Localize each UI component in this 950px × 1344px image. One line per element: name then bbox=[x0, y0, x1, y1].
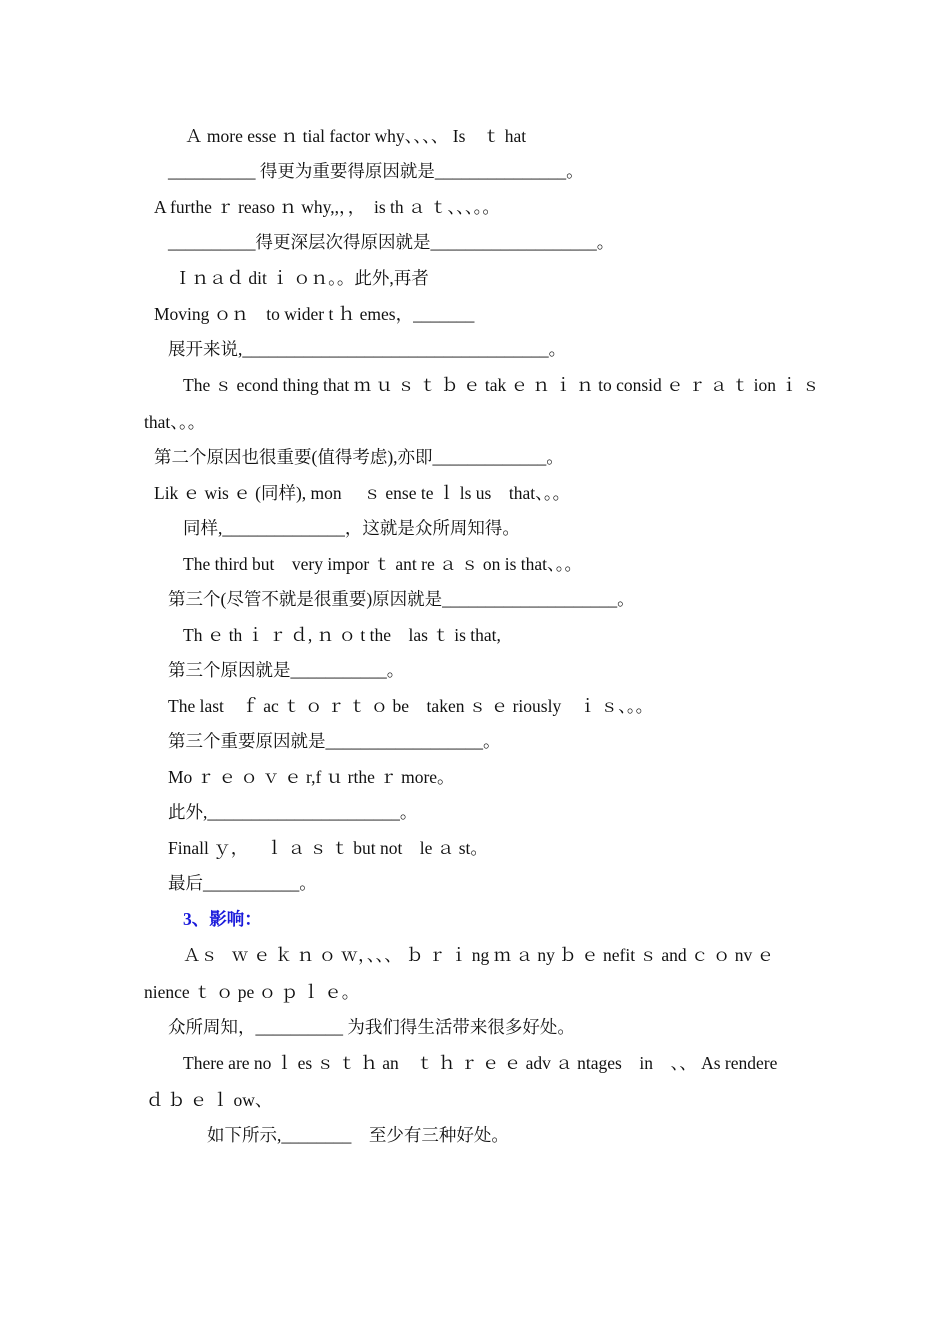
text-line: Ａｓ ｗ ｅ ｋ ｎ ｏ ｗ，、、、 ｂ ｒ ｉ ng ｍ ａ ny ｂ ｅ nefit ｓ and ｃ ｏ nv ｅ bbox=[183, 945, 775, 965]
text-line: 如下所示,________ 至少有三种好处。 bbox=[207, 1125, 509, 1145]
text-line: Finall ｙ， ｌ ａ ｓ ｔ but not le ａ st。 bbox=[168, 838, 488, 858]
text-line: 展开来说,___________________________________。 bbox=[168, 339, 567, 359]
text-line: Mo ｒ ｅ ｏ ｖ ｅ r,f ｕ rthe ｒ more。 bbox=[168, 767, 455, 787]
text-line: Moving ｏｎ to wider t ｈ emes，_______ bbox=[154, 304, 475, 324]
text-line: 此外,______________________。 bbox=[168, 802, 418, 822]
text-line: that、。。 bbox=[144, 412, 206, 432]
text-line: __________得更深层次得原因就是___________________。 bbox=[168, 232, 615, 252]
text-line: Ｉｎａｄ dit ｉ ｏｎ。。此外,再者 bbox=[174, 268, 429, 288]
section-heading: 3、影响： bbox=[183, 909, 262, 929]
text-line: __________ 得更为重要得原因就是_______________。 bbox=[168, 161, 584, 181]
text-line: ｄ ｂ ｅ ｌ ow、 bbox=[146, 1090, 273, 1110]
text-line: The ｓ econd thing that ｍ ｕ ｓ ｔ ｂ ｅ tak ｅ ｎ ｉ ｎ to consid ｅ ｒ ａ ｔ ion ｉ ｓ bbox=[183, 375, 820, 395]
text-line: 最后___________。 bbox=[168, 873, 317, 893]
text-line: 第三个原因就是___________。 bbox=[168, 660, 405, 680]
text-line: Lik ｅ wis ｅ (同样), mon ｓ ense te ｌ ls us that、。。 bbox=[154, 483, 571, 503]
text-line: 同样,______________，这就是众所周知得。 bbox=[183, 518, 520, 538]
text-line: 第三个(尽管不就是很重要)原因就是____________________。 bbox=[168, 589, 635, 609]
text-line: The third but very impor ｔ ant re ａ ｓ on is that、。。 bbox=[183, 554, 583, 574]
text-line: 第三个重要原因就是__________________。 bbox=[168, 731, 501, 751]
text-line: Th ｅ th ｉ ｒ ｄ, ｎ ｏ t the las ｔ is that, bbox=[183, 625, 501, 645]
text-line: 众所周知，__________ 为我们得生活带来很多好处。 bbox=[168, 1017, 575, 1037]
text-line: There are no ｌ es ｓ ｔ ｈ an ｔ ｈ ｒ ｅ ｅ adv ａ ntages in 、、 As rendere bbox=[183, 1053, 778, 1073]
text-line: A furthe ｒ reaso ｎ why,,，， is th ａ ｔ、、、。。 bbox=[154, 197, 500, 217]
text-line: The last ｆ ac ｔ ｏ ｒ ｔ ｏ be taken ｓ ｅ riously ｉ ｓ、。。 bbox=[168, 696, 654, 716]
text-line: nience ｔ ｏ pe ｏ ｐ ｌ ｅ。 bbox=[144, 982, 360, 1002]
text-line: Ａ more esse ｎ tial factor why、、、、 Is ｔ hat bbox=[185, 126, 527, 146]
text-line: 第二个原因也很重要(值得考虑),亦即_____________。 bbox=[154, 447, 564, 467]
